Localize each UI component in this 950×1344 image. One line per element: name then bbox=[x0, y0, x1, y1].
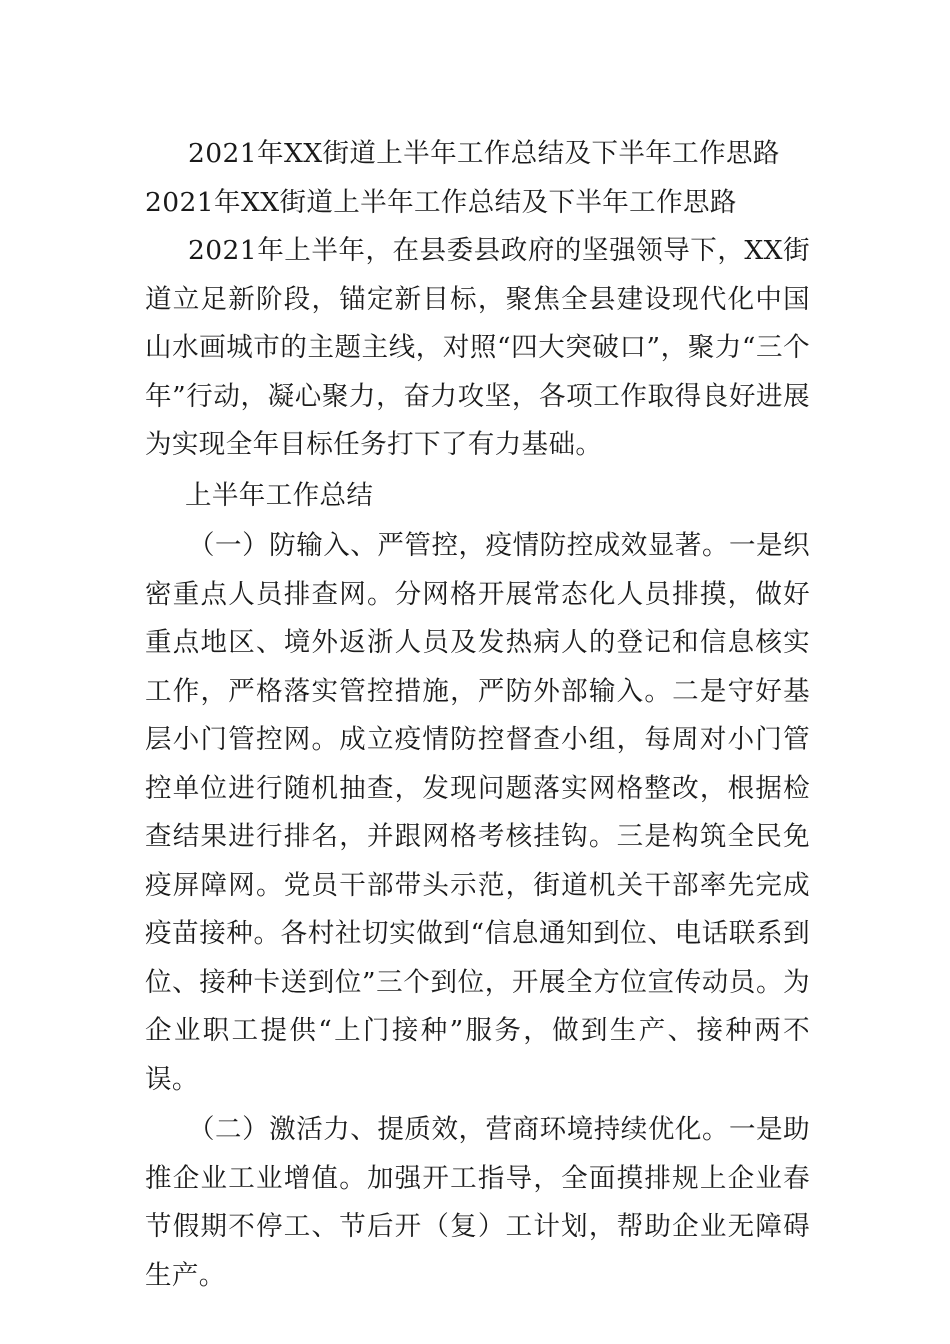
intro-paragraph: 2021年上半年，在县委县政府的坚强领导下，XX街道立足新阶段，锚定新目标，聚焦全县建设现代化中国山水画城市的主题主线，对照“四大突破口”，聚力“三个年”行动，凝心聚力，奋力攻坚，各项工作取得良好进展为实现全年目标任务打下了有力基础。 bbox=[145, 235, 810, 460]
document-title: 2021年XX街道上半年工作总结及下半年工作思路 bbox=[188, 138, 780, 169]
document-subtitle: 2021年XX街道上半年工作总结及下半年工作思路 bbox=[145, 186, 737, 218]
section-heading: 上半年工作总结 bbox=[185, 479, 374, 511]
paragraph-item-one: （一）防输入、严管控，疫情防控成效显著。一是织密重点人员排查网。分网格开展常态化人员排摸，做好重点地区、境外返浙人员及发热病人的登记和信息核实工作，严格落实管控措施，严防外部输入。二是守好基层小门管控网。成立疫情防控督查小组，每周对小门管控单位进行随机抽查，发现问题落实网格整改，根据检查结果进行排名，并跟网格考核挂钩。三是构筑全民免疫屏障网。党员干部带头示范，街道机关干部率先完成疫苗接种。各村社切实做到“信息通知到位、电话联系到位、接种卡送到位”三个到位，开展全方位宣传动员。为企业职工提供“上门接种”服务，做到生产、接种两不误。 bbox=[145, 530, 810, 1095]
document-body bbox=[145, 130, 810, 1300]
paragraph-item-two: （二）激活力、提质效，营商环境持续优化。一是助推企业工业增值。加强开工指导，全面摸排规上企业春节假期不停工、节后开（复）工计划，帮助企业无障碍生产。 bbox=[145, 1114, 810, 1291]
